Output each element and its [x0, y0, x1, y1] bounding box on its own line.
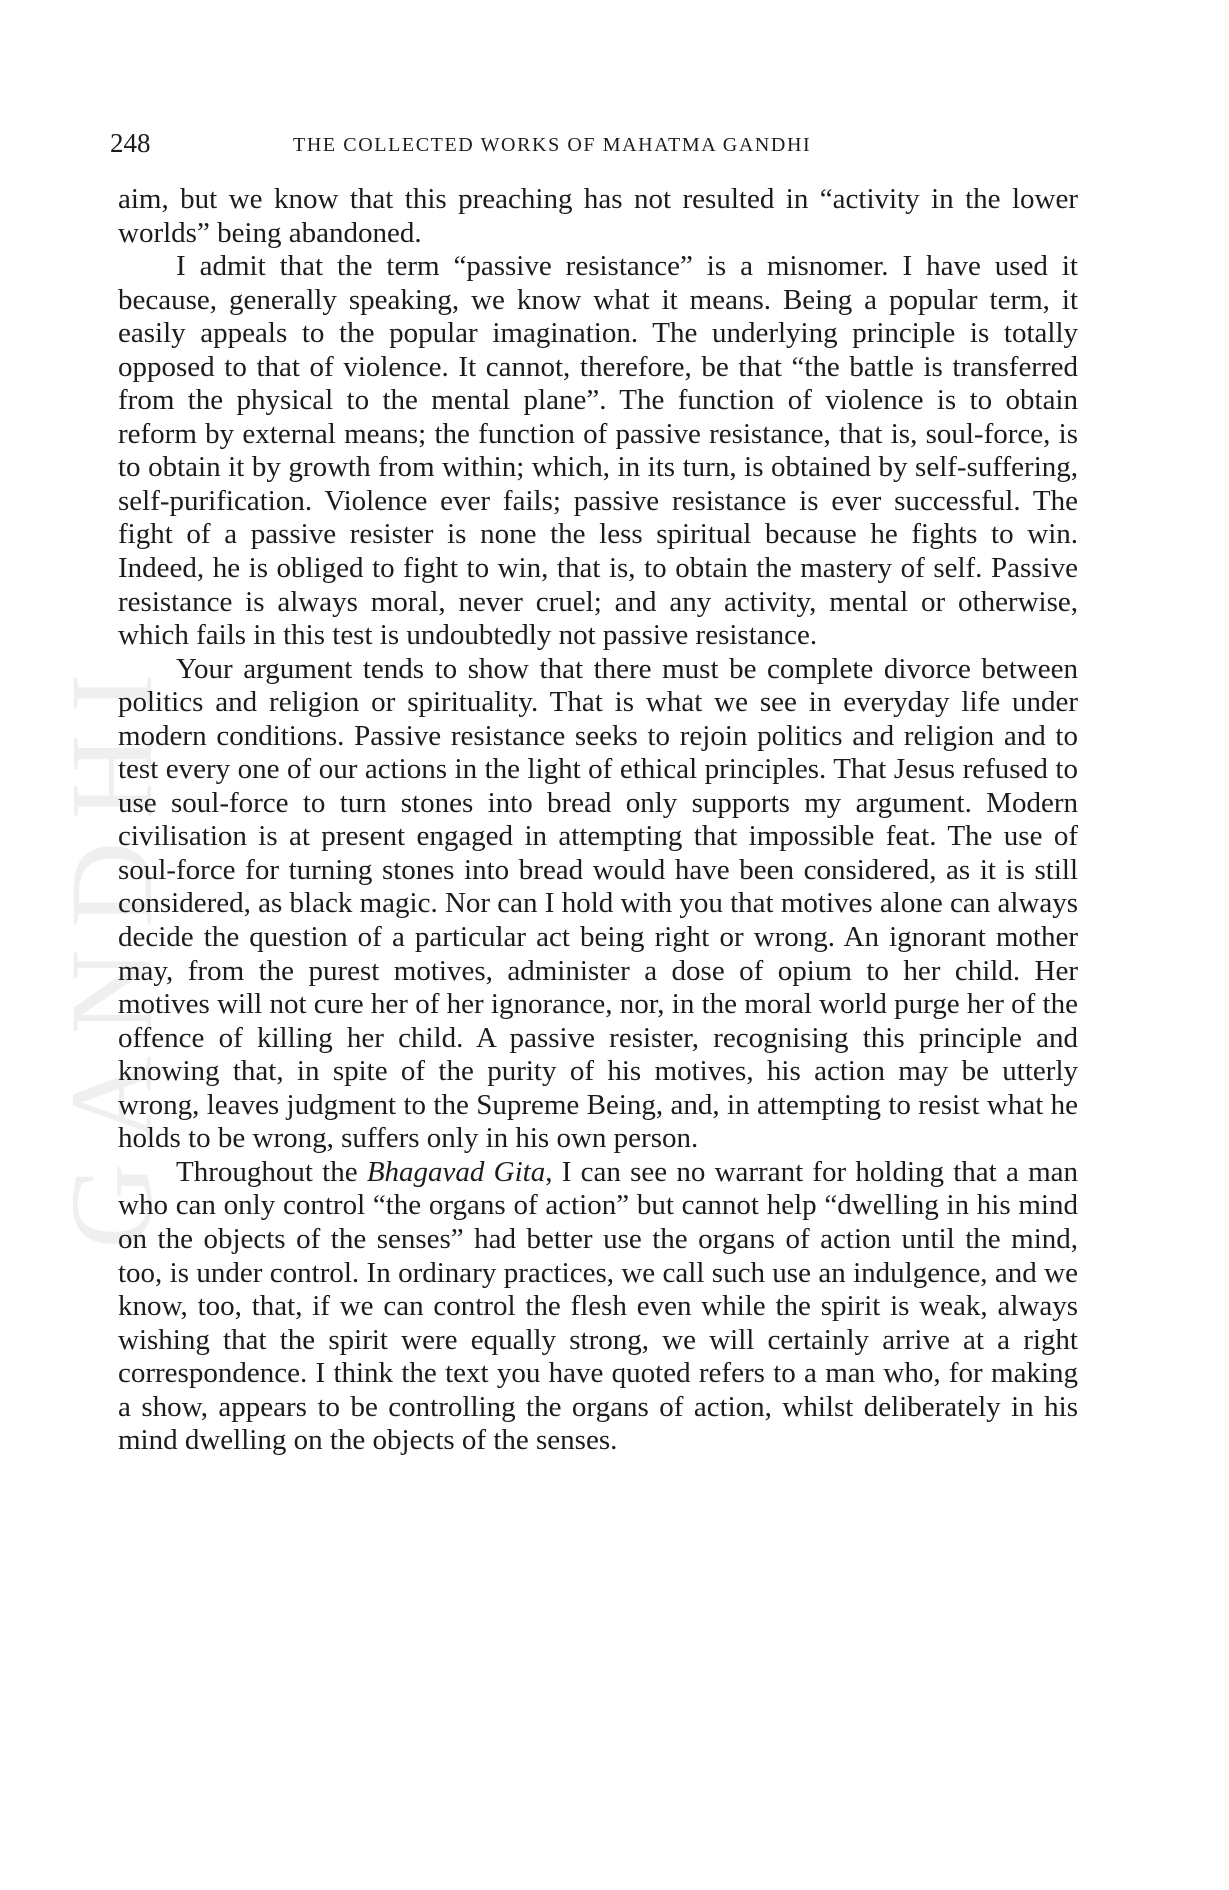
- body-text: [118, 183, 1078, 1458]
- paragraph-segment: aim, but we know that this preaching has not resulted in “activity in the lower worlds” being abandoned.: [118, 183, 1078, 249]
- paragraph-1: [118, 183, 1078, 250]
- watermark-text: GANDHI: [46, 651, 177, 1249]
- paragraph-segment: Throughout the: [176, 1155, 367, 1188]
- paragraph-segment: I admit that the term “passive resistance” is a misnomer. I have used it because, generally speaking, we know what it means. Being a popular term, it easily appeals to the popular imagination. The underlying principle is totally opposed to that of violence. It cannot, therefore, be that “the battle is transferred from the physical to the mental plane”. The function of violence is to obtain reform by external means; the function of passive resistance, that is, soul-force, is to obtain it by growth from within; which, in its turn, is obtained by self-suffering, self-purification. Violence ever fails; passive resistance is ever successful. The fight of a passive resister is none the less spiritual because he fights to win. Indeed, he is obliged to fight to win, that is, to obtain the mastery of self. Passive resistance is always moral, never cruel; and any activity, mental or otherwise, which fails in this test is undoubtedly not passive resistance.: [118, 250, 1078, 652]
- paragraph-3: [118, 653, 1078, 1156]
- paragraph-segment: , I can see no warrant for holding that a man who can only control “the organs of action” but cannot help “dwelling in his mind on the objects of the senses” had better use the organs of action until the mind, too, is under control. In ordinary practices, we call such use an indulgence, and we know, too, that, if we can control the flesh even while the spirit is weak, always wishing that the spirit were equally strong, we will certainly arrive at a right correspondence. I think the text you have quoted refers to a man who, for making a show, appears to be controlling the organs of action, whilst deliberately in his mind dwelling on the objects of the senses.: [118, 1155, 1079, 1457]
- book-title-italic: Bhagavad Gita: [366, 1155, 546, 1188]
- page-header: [110, 128, 1080, 168]
- paragraph-2: [118, 250, 1078, 653]
- paragraph-segment: Your argument tends to show that there must be complete divorce between politics and religion or spirituality. That is what we see in everyday life under modern conditions. Passive resistance seeks to rejoin politics and religion and to test every one of our actions in the light of ethical principles. That Jesus refused to use soul-force to turn stones into bread only supports my argument. Modern civilisation is at present engaged in attempting that impossible feat. The use of soul-force for turning stones into bread would have been considered, as it is still considered, as black magic. Nor can I hold with you that motives alone can always decide the question of a particular act being right or wrong. An ignorant mother may, from the purest motives, administer a dose of opium to her child. Her motives will not cure her of her ignorance, nor, in the moral world purge her of the offence of killing her child. A passive resister, recognising this principle and knowing that, in spite of the purity of his motives, his action may be utterly wrong, leaves judgment to the Supreme Being, and, in attempting to resist what he holds to be wrong, suffers only in his own person.: [118, 652, 1078, 1155]
- page-number: 248: [110, 128, 151, 158]
- running-title: THE COLLECTED WORKS OF MAHATMA GANDHI: [293, 134, 812, 156]
- paragraph-4: [118, 1156, 1078, 1458]
